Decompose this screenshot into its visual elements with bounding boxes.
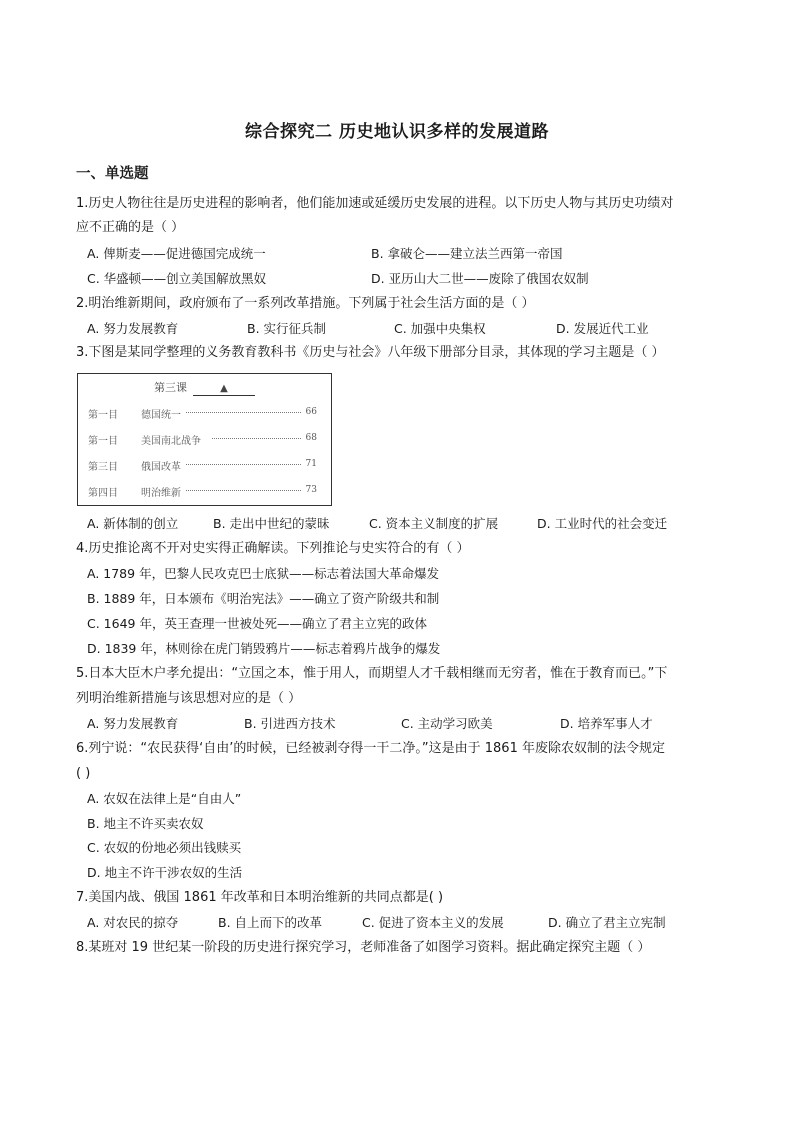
section-title: 一、单选题 (76, 166, 149, 182)
question-4-line-1: 4.历史推论离不开对史实得正确解读。下列推论与史实符合的有（ ） (76, 541, 470, 556)
question-6-line-1: 6.列宁说：“农民获得‘自由’的时候，已经被剥夺得一干二净。”这是由于 1861 年废除农奴制的法令规定 (76, 741, 665, 756)
toc-row-number: 第一目 (88, 436, 118, 447)
toc-row-page: 66 (305, 407, 317, 417)
question-6-option-c[interactable]: C. 农奴的份地必须出钱赎买 (87, 840, 242, 855)
question-1-option-a[interactable]: A. 俾斯麦——促进德国完成统一 (87, 246, 266, 261)
question-2-option-b[interactable]: B. 实行征兵制 (247, 321, 327, 336)
question-5-option-d[interactable]: D. 培养军事人才 (560, 716, 653, 731)
page-title: 综合探究二 历史地认识多样的发展道路 (245, 122, 549, 142)
question-3-option-c[interactable]: C. 资本主义制度的扩展 (369, 516, 499, 531)
toc-leader-dots (186, 490, 301, 491)
toc-row-number: 第四目 (88, 488, 118, 499)
question-1-line-1: 1.历史人物往往是历史进程的影响者，他们能加速或延缓历史发展的进程。以下历史人物与其历史功绩对 (76, 196, 674, 211)
question-1-option-d[interactable]: D. 亚历山大二世——废除了俄国农奴制 (371, 271, 589, 286)
toc-row (88, 406, 317, 420)
toc-row-page: 73 (305, 485, 317, 495)
toc-leader-dots (186, 412, 301, 413)
question-2-option-d[interactable]: D. 发展近代工业 (556, 321, 649, 336)
toc-row-number: 第一目 (88, 410, 118, 421)
toc-leader-dots (212, 438, 301, 439)
question-5-line-1: 5.日本大臣木户孝允提出：“立国之本，惟于用人，而期望人才千载相继而无穷者，惟在于教育而已。”下 (76, 666, 668, 681)
toc-row-name: 美国南北战争 (141, 436, 201, 447)
toc-row-name: 德国统一 (141, 410, 181, 421)
question-1-line-2: 应不正确的是（ ） (76, 220, 185, 235)
question-4-option-d[interactable]: D. 1839 年，林则徐在虎门销毁鸦片——标志着鸦片战争的爆发 (87, 641, 441, 656)
question-7-option-a[interactable]: A. 对农民的掠夺 (87, 915, 179, 930)
table-of-contents-figure (77, 373, 332, 506)
question-6-option-d[interactable]: D. 地主不许干涉农奴的生活 (87, 865, 243, 880)
question-2-option-c[interactable]: C. 加强中央集权 (394, 321, 486, 336)
question-4-option-c[interactable]: C. 1649 年，英王查理一世被处死——确立了君主立宪的政体 (87, 616, 427, 631)
question-7-line-1: 7.美国内战、俄国 1861 年改革和日本明治维新的共同点都是( ) (76, 890, 444, 905)
question-7-option-b[interactable]: B. 自上而下的改革 (218, 915, 323, 930)
question-5-option-b[interactable]: B. 引进西方技术 (244, 716, 336, 731)
toc-row-name: 俄国改革 (141, 462, 181, 473)
toc-lesson-label: 第三课 (154, 381, 187, 394)
toc-row-number: 第三目 (88, 462, 118, 473)
question-3-option-b[interactable]: B. 走出中世纪的蒙昧 (213, 516, 330, 531)
toc-row (88, 484, 317, 498)
question-1-option-c[interactable]: C. 华盛顿——创立美国解放黑奴 (87, 271, 267, 286)
question-8-line-1: 8.某班对 19 世纪某一阶段的历史进行探究学习，老师准备了如图学习资料。据此确定探究主题（ ） (76, 940, 651, 955)
question-3-option-a[interactable]: A. 新体制的创立 (87, 516, 179, 531)
question-6-option-b[interactable]: B. 地主不许买卖农奴 (87, 816, 204, 831)
toc-blank-triangle: ▲ (193, 383, 255, 396)
question-7-option-d[interactable]: D. 确立了君主立宪制 (548, 915, 666, 930)
question-3-line-1: 3.下图是某同学整理的义务教育教科书《历史与社会》八年级下册部分目录，其体现的学习主题是（ ） (76, 345, 665, 360)
question-2-option-a[interactable]: A. 努力发展教育 (87, 321, 179, 336)
question-7-option-c[interactable]: C. 促进了资本主义的发展 (362, 915, 504, 930)
question-6-option-a[interactable]: A. 农奴在法律上是“自由人” (87, 791, 242, 806)
question-2-line-1: 2.明治维新期间，政府颁布了一系列改革措施。下列属于社会生活方面的是（ ） (76, 296, 535, 311)
toc-row-page: 71 (305, 459, 317, 469)
question-6-line-2: ( ) (76, 766, 91, 781)
question-5-line-2: 列明治维新措施与该思想对应的是（ ） (76, 691, 302, 706)
question-3-option-d[interactable]: D. 工业时代的社会变迁 (537, 516, 668, 531)
question-5-option-a[interactable]: A. 努力发展教育 (87, 716, 179, 731)
question-4-option-a[interactable]: A. 1789 年，巴黎人民攻克巴士底狱——标志着法国大革命爆发 (87, 566, 440, 581)
toc-leader-dots (186, 464, 301, 465)
toc-row-page: 68 (305, 433, 317, 443)
question-1-option-b[interactable]: B. 拿破仑——建立法兰西第一帝国 (371, 246, 563, 261)
question-5-option-c[interactable]: C. 主动学习欧美 (401, 716, 493, 731)
toc-row-name: 明治维新 (141, 488, 181, 499)
toc-row (88, 458, 317, 472)
toc-row (88, 432, 317, 446)
question-4-option-b[interactable]: B. 1889 年，日本颁布《明治宪法》——确立了资产阶级共和制 (87, 591, 440, 606)
toc-heading (78, 379, 331, 396)
